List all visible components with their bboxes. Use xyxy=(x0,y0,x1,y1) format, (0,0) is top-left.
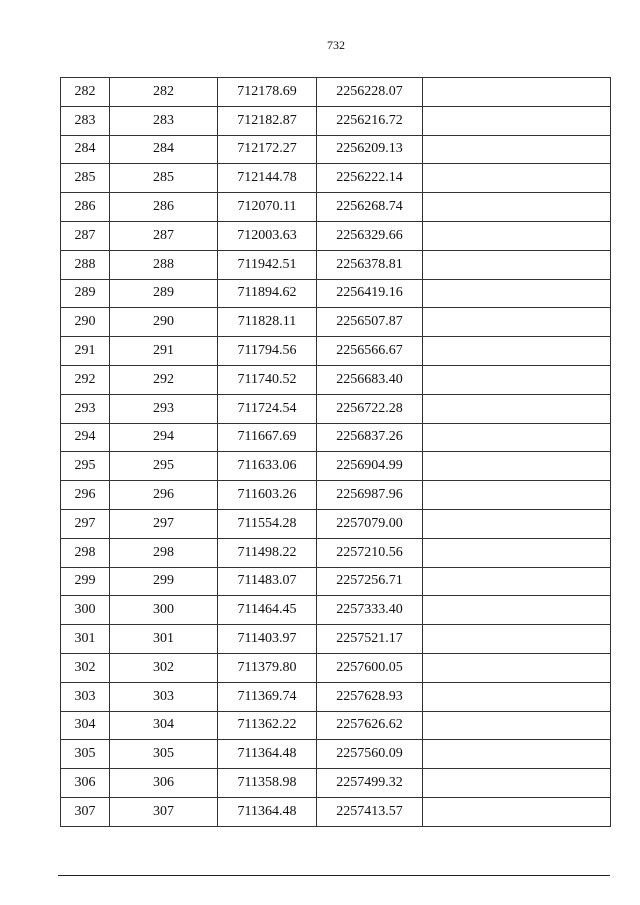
row-number-cell: 307 xyxy=(61,797,110,826)
y-coordinate-cell: 2257210.56 xyxy=(317,538,423,567)
note-cell xyxy=(423,279,611,308)
point-id-cell: 305 xyxy=(110,740,218,769)
point-id-cell: 288 xyxy=(110,250,218,279)
note-cell xyxy=(423,481,611,510)
y-coordinate-cell: 2256683.40 xyxy=(317,365,423,394)
table-row xyxy=(61,538,611,567)
x-coordinate-cell: 711358.98 xyxy=(218,769,317,798)
table-row xyxy=(61,596,611,625)
y-coordinate-cell: 2256378.81 xyxy=(317,250,423,279)
row-number-cell: 290 xyxy=(61,308,110,337)
y-coordinate-cell: 2256837.26 xyxy=(317,423,423,452)
y-coordinate-cell: 2257560.09 xyxy=(317,740,423,769)
x-coordinate-cell: 711554.28 xyxy=(218,509,317,538)
row-number-cell: 287 xyxy=(61,221,110,250)
row-number-cell: 294 xyxy=(61,423,110,452)
table-row xyxy=(61,797,611,826)
table-row xyxy=(61,711,611,740)
table-row xyxy=(61,625,611,654)
note-cell xyxy=(423,452,611,481)
table-row xyxy=(61,423,611,452)
y-coordinate-cell: 2256507.87 xyxy=(317,308,423,337)
point-id-cell: 293 xyxy=(110,394,218,423)
y-coordinate-cell: 2257628.93 xyxy=(317,682,423,711)
x-coordinate-cell: 711379.80 xyxy=(218,653,317,682)
note-cell xyxy=(423,423,611,452)
row-number-cell: 301 xyxy=(61,625,110,654)
table-row xyxy=(61,135,611,164)
y-coordinate-cell: 2256222.14 xyxy=(317,164,423,193)
table-row xyxy=(61,481,611,510)
point-id-cell: 301 xyxy=(110,625,218,654)
point-id-cell: 287 xyxy=(110,221,218,250)
x-coordinate-cell: 712070.11 xyxy=(218,193,317,222)
row-number-cell: 300 xyxy=(61,596,110,625)
note-cell xyxy=(423,221,611,250)
x-coordinate-cell: 712172.27 xyxy=(218,135,317,164)
note-cell xyxy=(423,337,611,366)
x-coordinate-cell: 712178.69 xyxy=(218,78,317,107)
note-cell xyxy=(423,250,611,279)
table-row xyxy=(61,682,611,711)
row-number-cell: 283 xyxy=(61,106,110,135)
x-coordinate-cell: 711403.97 xyxy=(218,625,317,654)
x-coordinate-cell: 711369.74 xyxy=(218,682,317,711)
x-coordinate-cell: 712182.87 xyxy=(218,106,317,135)
table-row xyxy=(61,452,611,481)
note-cell xyxy=(423,193,611,222)
row-number-cell: 282 xyxy=(61,78,110,107)
table-row xyxy=(61,567,611,596)
table-row xyxy=(61,250,611,279)
y-coordinate-cell: 2256419.16 xyxy=(317,279,423,308)
x-coordinate-cell: 711942.51 xyxy=(218,250,317,279)
point-id-cell: 307 xyxy=(110,797,218,826)
row-number-cell: 289 xyxy=(61,279,110,308)
y-coordinate-cell: 2257256.71 xyxy=(317,567,423,596)
note-cell xyxy=(423,365,611,394)
y-coordinate-cell: 2256329.66 xyxy=(317,221,423,250)
note-cell xyxy=(423,394,611,423)
row-number-cell: 295 xyxy=(61,452,110,481)
x-coordinate-cell: 711603.26 xyxy=(218,481,317,510)
note-cell xyxy=(423,769,611,798)
row-number-cell: 285 xyxy=(61,164,110,193)
table-row xyxy=(61,509,611,538)
row-number-cell: 292 xyxy=(61,365,110,394)
x-coordinate-cell: 711464.45 xyxy=(218,596,317,625)
table-row xyxy=(61,106,611,135)
point-id-cell: 295 xyxy=(110,452,218,481)
note-cell xyxy=(423,509,611,538)
row-number-cell: 297 xyxy=(61,509,110,538)
x-coordinate-cell: 711364.48 xyxy=(218,797,317,826)
note-cell xyxy=(423,567,611,596)
x-coordinate-cell: 711498.22 xyxy=(218,538,317,567)
y-coordinate-cell: 2257600.05 xyxy=(317,653,423,682)
coordinate-table xyxy=(60,77,611,827)
y-coordinate-cell: 2257499.32 xyxy=(317,769,423,798)
point-id-cell: 303 xyxy=(110,682,218,711)
note-cell xyxy=(423,711,611,740)
point-id-cell: 302 xyxy=(110,653,218,682)
point-id-cell: 299 xyxy=(110,567,218,596)
y-coordinate-cell: 2256987.96 xyxy=(317,481,423,510)
y-coordinate-cell: 2256209.13 xyxy=(317,135,423,164)
note-cell xyxy=(423,740,611,769)
note-cell xyxy=(423,538,611,567)
table-row xyxy=(61,365,611,394)
point-id-cell: 306 xyxy=(110,769,218,798)
note-cell xyxy=(423,78,611,107)
table-row xyxy=(61,740,611,769)
note-cell xyxy=(423,797,611,826)
table-row xyxy=(61,193,611,222)
y-coordinate-cell: 2256228.07 xyxy=(317,78,423,107)
row-number-cell: 291 xyxy=(61,337,110,366)
row-number-cell: 305 xyxy=(61,740,110,769)
point-id-cell: 283 xyxy=(110,106,218,135)
x-coordinate-cell: 711794.56 xyxy=(218,337,317,366)
x-coordinate-cell: 711828.11 xyxy=(218,308,317,337)
x-coordinate-cell: 711724.54 xyxy=(218,394,317,423)
point-id-cell: 292 xyxy=(110,365,218,394)
x-coordinate-cell: 711362.22 xyxy=(218,711,317,740)
footer-divider xyxy=(58,875,610,876)
note-cell xyxy=(423,653,611,682)
x-coordinate-cell: 711633.06 xyxy=(218,452,317,481)
note-cell xyxy=(423,625,611,654)
point-id-cell: 298 xyxy=(110,538,218,567)
point-id-cell: 290 xyxy=(110,308,218,337)
note-cell xyxy=(423,682,611,711)
note-cell xyxy=(423,596,611,625)
point-id-cell: 296 xyxy=(110,481,218,510)
point-id-cell: 282 xyxy=(110,78,218,107)
row-number-cell: 288 xyxy=(61,250,110,279)
row-number-cell: 296 xyxy=(61,481,110,510)
y-coordinate-cell: 2257521.17 xyxy=(317,625,423,654)
note-cell xyxy=(423,164,611,193)
page-number: 732 xyxy=(327,38,345,52)
row-number-cell: 284 xyxy=(61,135,110,164)
point-id-cell: 285 xyxy=(110,164,218,193)
table-row xyxy=(61,653,611,682)
row-number-cell: 304 xyxy=(61,711,110,740)
note-cell xyxy=(423,308,611,337)
row-number-cell: 306 xyxy=(61,769,110,798)
y-coordinate-cell: 2257626.62 xyxy=(317,711,423,740)
point-id-cell: 300 xyxy=(110,596,218,625)
y-coordinate-cell: 2256722.28 xyxy=(317,394,423,423)
point-id-cell: 286 xyxy=(110,193,218,222)
coordinate-table-body xyxy=(61,78,611,827)
point-id-cell: 291 xyxy=(110,337,218,366)
y-coordinate-cell: 2257333.40 xyxy=(317,596,423,625)
point-id-cell: 297 xyxy=(110,509,218,538)
x-coordinate-cell: 712144.78 xyxy=(218,164,317,193)
table-row xyxy=(61,78,611,107)
row-number-cell: 302 xyxy=(61,653,110,682)
point-id-cell: 289 xyxy=(110,279,218,308)
x-coordinate-cell: 711483.07 xyxy=(218,567,317,596)
row-number-cell: 299 xyxy=(61,567,110,596)
x-coordinate-cell: 711740.52 xyxy=(218,365,317,394)
y-coordinate-cell: 2256566.67 xyxy=(317,337,423,366)
table-row xyxy=(61,279,611,308)
table-row xyxy=(61,308,611,337)
point-id-cell: 294 xyxy=(110,423,218,452)
x-coordinate-cell: 712003.63 xyxy=(218,221,317,250)
x-coordinate-cell: 711667.69 xyxy=(218,423,317,452)
row-number-cell: 303 xyxy=(61,682,110,711)
x-coordinate-cell: 711364.48 xyxy=(218,740,317,769)
table-row xyxy=(61,769,611,798)
y-coordinate-cell: 2256268.74 xyxy=(317,193,423,222)
row-number-cell: 298 xyxy=(61,538,110,567)
point-id-cell: 304 xyxy=(110,711,218,740)
x-coordinate-cell: 711894.62 xyxy=(218,279,317,308)
row-number-cell: 293 xyxy=(61,394,110,423)
y-coordinate-cell: 2257079.00 xyxy=(317,509,423,538)
y-coordinate-cell: 2256904.99 xyxy=(317,452,423,481)
table-row xyxy=(61,164,611,193)
note-cell xyxy=(423,135,611,164)
table-row xyxy=(61,221,611,250)
table-row xyxy=(61,394,611,423)
y-coordinate-cell: 2256216.72 xyxy=(317,106,423,135)
note-cell xyxy=(423,106,611,135)
table-row xyxy=(61,337,611,366)
y-coordinate-cell: 2257413.57 xyxy=(317,797,423,826)
row-number-cell: 286 xyxy=(61,193,110,222)
point-id-cell: 284 xyxy=(110,135,218,164)
